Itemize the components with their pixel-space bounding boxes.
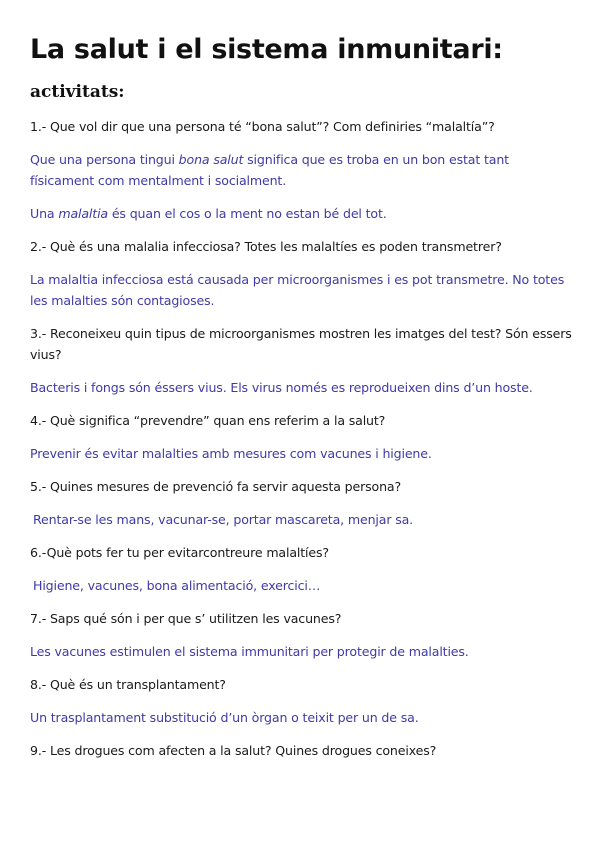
- answer-text: La malaltia infecciosa está causada per microorganismes i es pot transmetre. No totes les malalties són contagioses.: [30, 272, 565, 308]
- emphasized-term: bona salut: [178, 152, 244, 167]
- answer-text: Rentar-se les mans, vacunar-se, portar mascareta, menjar sa.: [33, 512, 414, 527]
- answer-text: Prevenir és evitar malalties amb mesures com vacunes i higiene.: [30, 446, 432, 461]
- answer-text: Bacteris i fongs són éssers vius. Els virus només es reprodueixen dins d’un hoste.: [30, 380, 533, 395]
- answer-fragment: Que una persona tingui: [30, 152, 179, 167]
- question-text: 1.- Que vol dir que una persona té “bona salut”? Com definiries “malaltía”?: [30, 119, 495, 134]
- answer-text: Higiene, vacunes, bona alimentació, exercici…: [33, 578, 321, 593]
- answer-fragment: Una: [30, 206, 59, 221]
- answer-fragment: significa que es troba en un bon estat tant físicament com mentalment i socialment.: [30, 152, 509, 188]
- question-text: 8.- Què és un transplantament?: [30, 677, 226, 692]
- question-text: 2.- Què és una malalia infecciosa? Totes les malaltíes es poden transmetrer?: [30, 239, 502, 254]
- answer-fragment: és quan el cos o la ment no estan bé del tot.: [107, 206, 387, 221]
- page-title: La salut i el sistema inmunitari:: [30, 34, 503, 65]
- question-text: 5.- Quines mesures de prevenció fa servir aquesta persona?: [30, 479, 402, 494]
- section-subtitle: activitats:: [30, 82, 125, 102]
- question-text: 9.- Les drogues com afecten a la salut? Quines drogues coneixes?: [30, 743, 437, 758]
- question-text: 7.- Saps qué són i per que s’ utilitzen les vacunes?: [30, 611, 342, 626]
- answer-text: Un trasplantament substitució d’un òrgan o teixit per un de sa.: [30, 710, 419, 725]
- question-text: 3.- Reconeixeu quin tipus de microorganismes mostren les imatges del test? Són essers vius?: [30, 326, 572, 362]
- worksheet-page: [30, 30, 575, 761]
- emphasized-term: malaltia: [58, 206, 108, 221]
- answer-text: [30, 203, 575, 224]
- question-text: 6.-Què pots fer tu per evitarcontreure malaltíes?: [30, 545, 329, 560]
- answer-text: [30, 149, 575, 191]
- question-text: 4.- Què significa “prevendre” quan ens referim a la salut?: [30, 413, 386, 428]
- qa-list: [30, 116, 575, 761]
- answer-text: Les vacunes estimulen el sistema immunitari per protegir de malalties.: [30, 644, 469, 659]
